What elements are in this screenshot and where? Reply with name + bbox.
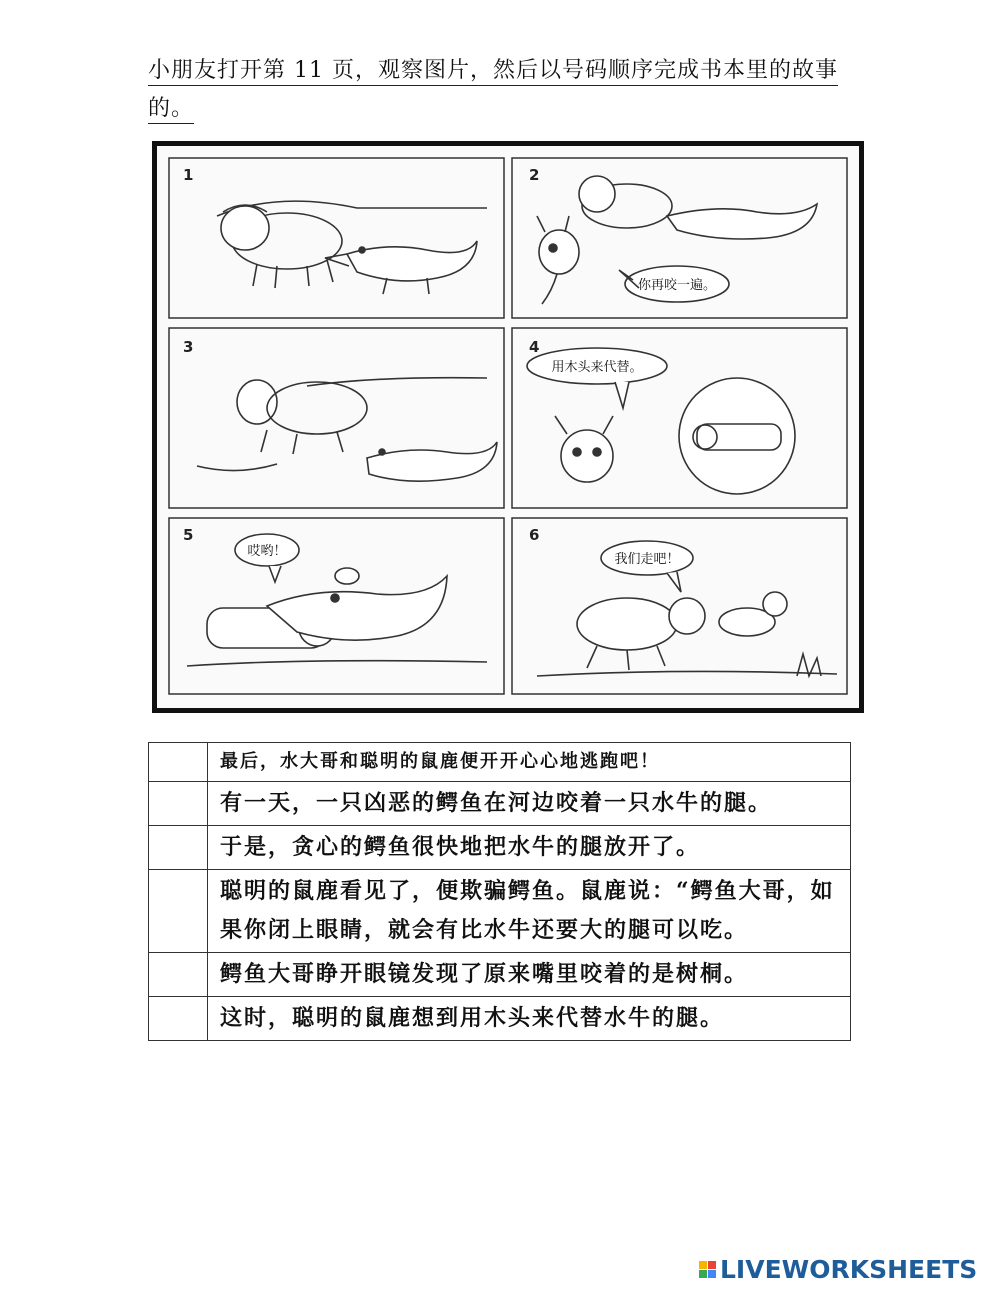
mousedeer-eye xyxy=(549,244,557,252)
speech-tail-6 xyxy=(667,572,681,592)
story-sentence: 最后，水大哥和聪明的鼠鹿便开开心心地逃跑吧！ xyxy=(208,743,851,782)
crocodile-body-3 xyxy=(367,442,497,481)
panel-3-number: 3 xyxy=(183,338,194,356)
speech-2-text: 你再咬一遍。 xyxy=(637,278,717,293)
ground-line-6 xyxy=(537,671,837,676)
order-answer-box[interactable] xyxy=(149,826,208,870)
instruction-underlined: 小朋友打开第 11 页，观察图片，然后以号码顺序完成书本里的故事的。 xyxy=(148,58,838,124)
crocodile-eye-5 xyxy=(331,594,339,602)
comic-illustration xyxy=(157,146,859,708)
buffalo-head-6 xyxy=(669,598,705,634)
thought-bubble-5 xyxy=(335,568,359,584)
buffalo-head xyxy=(221,206,269,250)
mousedeer-head xyxy=(539,230,579,274)
speech-4-text: 用木头来代替。 xyxy=(551,360,643,375)
story-row xyxy=(149,743,851,782)
panel-2-number: 2 xyxy=(529,166,540,184)
story-row xyxy=(149,997,851,1041)
ground-line-3 xyxy=(197,464,277,471)
panel-3-frame xyxy=(169,328,504,508)
speech-5-text: 哎哟！ xyxy=(247,544,287,559)
order-answer-box[interactable] xyxy=(149,997,208,1041)
mousedeer-head-4 xyxy=(561,430,613,482)
story-sentence: 这时，聪明的鼠鹿想到用木头来代替水牛的腿。 xyxy=(208,997,851,1041)
panel-3-art xyxy=(197,378,497,482)
riverbank-line-3 xyxy=(307,378,487,386)
panel-1-frame xyxy=(169,158,504,318)
buffalo-head-2 xyxy=(579,176,615,212)
panel-6-number: 6 xyxy=(529,526,540,544)
panel-4-number: 4 xyxy=(529,338,540,356)
crocodile-eye xyxy=(359,247,365,253)
instruction-text xyxy=(148,52,848,128)
panel-6-art xyxy=(537,541,837,676)
panel-1-art xyxy=(217,201,487,294)
panel-1-number: 1 xyxy=(183,166,194,184)
buffalo-body-6 xyxy=(577,598,677,650)
mousedeer-eye-4b xyxy=(593,448,601,456)
speech-6-text: 我们走吧！ xyxy=(614,552,680,567)
speech-tail-5 xyxy=(269,566,281,582)
order-answer-box[interactable] xyxy=(149,953,208,997)
panel-5-number: 5 xyxy=(183,526,194,544)
panel-5-art xyxy=(187,534,487,666)
speech-tail-4 xyxy=(615,382,629,408)
story-sentence: 有一天，一只凶恶的鳄鱼在河边咬着一只水牛的腿。 xyxy=(208,782,851,826)
liveworksheets-logo-icon xyxy=(699,1261,716,1278)
comic-strip xyxy=(152,141,864,713)
story-sentence: 鳄鱼大哥睁开眼镜发现了原来嘴里咬着的是树桐。 xyxy=(208,953,851,997)
ground-line-5 xyxy=(187,661,487,666)
mousedeer-head-6 xyxy=(763,592,787,616)
story-sentence: 聪明的鼠鹿看见了，便欺骗鳄鱼。鼠鹿说：“鳄鱼大哥，如果你闭上眼睛，就会有比水牛还要大的腿可以吃。 xyxy=(208,870,851,953)
order-answer-box[interactable] xyxy=(149,782,208,826)
mousedeer-eye-4 xyxy=(573,448,581,456)
crocodile-body-2 xyxy=(667,204,817,239)
crocodile-body xyxy=(347,241,477,281)
story-row xyxy=(149,870,851,953)
mousedeer-ears xyxy=(537,216,569,232)
story-row xyxy=(149,826,851,870)
story-sentence: 于是，贪心的鳄鱼很快地把水牛的腿放开了。 xyxy=(208,826,851,870)
order-answer-box[interactable] xyxy=(149,870,208,953)
liveworksheets-logo[interactable] xyxy=(699,1254,977,1284)
buffalo-body-3 xyxy=(267,382,367,434)
crocodile-eye-3 xyxy=(379,449,385,455)
order-answer-box[interactable] xyxy=(149,743,208,782)
story-ordering-table xyxy=(148,742,851,1041)
liveworksheets-logo-text: LIVEWORKSHEETS xyxy=(720,1254,978,1284)
buffalo-legs xyxy=(253,260,333,288)
story-row xyxy=(149,953,851,997)
story-row xyxy=(149,782,851,826)
mousedeer-neck xyxy=(542,274,557,304)
